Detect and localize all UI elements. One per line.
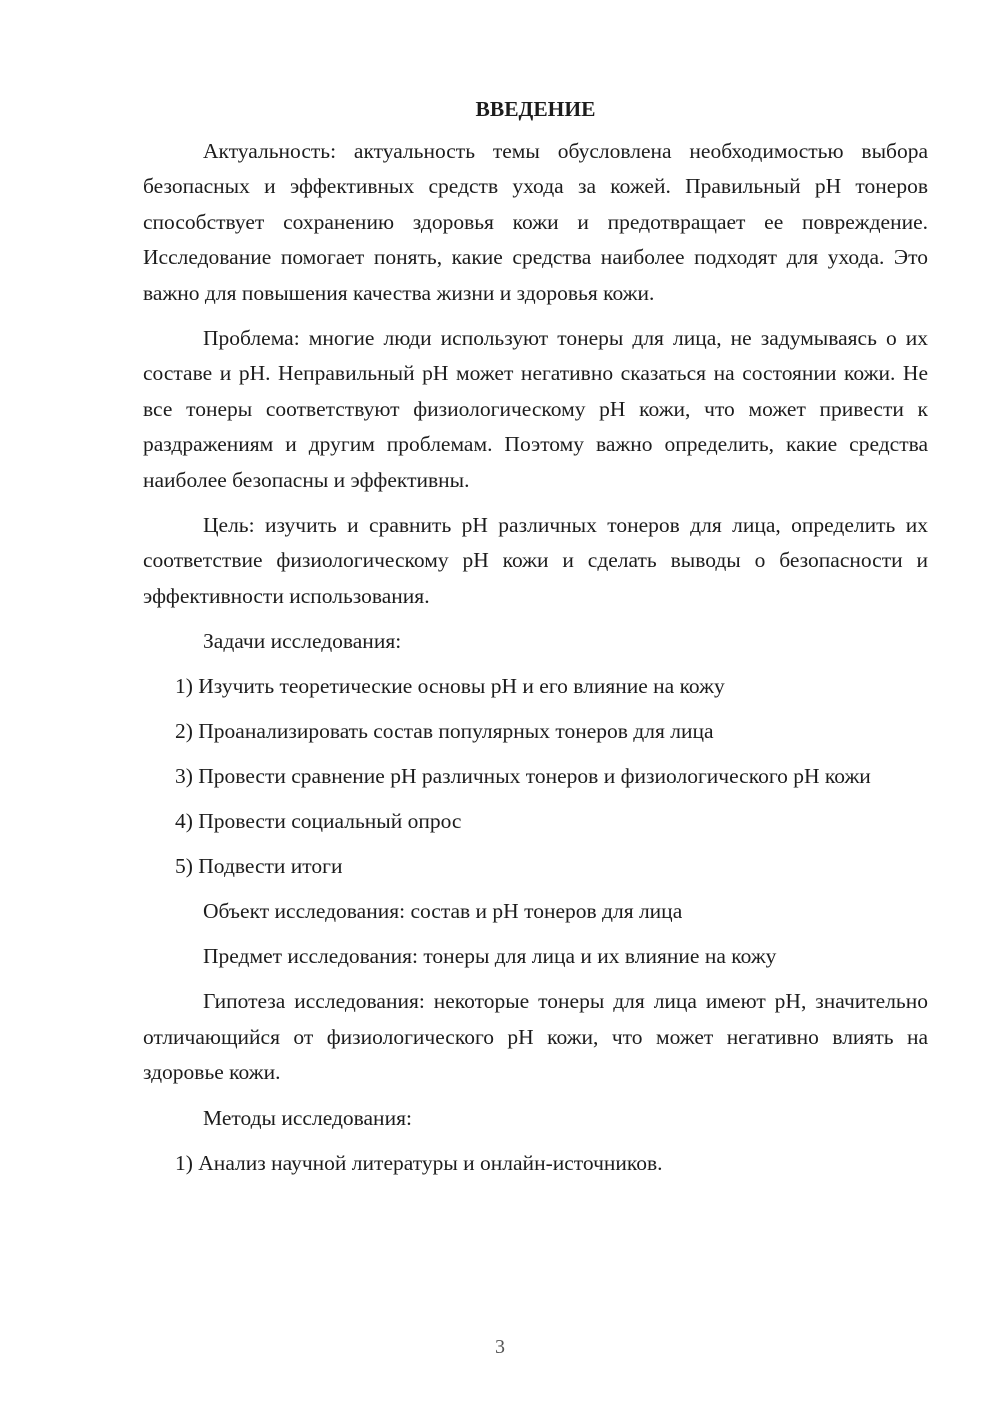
hypothesis-paragraph: Гипотеза исследования: некоторые тонеры для лица имеют pH, значительно отличающийся от физиологического pH кожи, что может негативно влиять на здоровье кожи.	[143, 989, 928, 1085]
tasks-heading: Задачи исследования:	[203, 629, 402, 654]
list-item: 2) Проанализировать состав популярных тонеров для лица	[175, 719, 714, 744]
tasks-list	[143, 669, 928, 884]
methods-heading: Методы исследования:	[203, 1105, 412, 1130]
goal-paragraph: Цель: изучить и сравнить pH различных тонеров для лица, определить их соответствие физиологическому pH кожи и сделать выводы о безопасности и эффективности использования.	[143, 513, 928, 608]
problem-paragraph: Проблема: многие люди используют тонеры для лица, не задумываясь о их составе и pH. Неправильный pH может негативно сказаться на состоянии кожи. Не все тонеры соответствуют физиологическому pH кожи, что может привести к раздражениям и другим проблемам. Поэтому важно определить, какие средства наиболее безопасны и эффективны.	[143, 326, 928, 492]
list-item: 5) Подвести итоги	[175, 854, 343, 879]
research-subject: Предмет исследования: тонеры для лица и их влияние на кожу	[203, 944, 777, 969]
research-object: Объект исследования: состав и pH тонеров для лица	[203, 899, 683, 924]
list-item: 3) Провести сравнение pH различных тонеров и физиологического pH кожи	[175, 764, 871, 789]
document-page	[143, 92, 928, 1181]
list-item: 1) Анализ научной литературы и онлайн-источников.	[175, 1150, 663, 1175]
list-item: 1) Изучить теоретические основы pH и его влияние на кожу	[175, 674, 725, 699]
list-item: 4) Провести социальный опрос	[175, 809, 462, 834]
section-title: ВВЕДЕНИЕ	[475, 97, 596, 121]
methods-list	[143, 1146, 928, 1181]
relevance-paragraph: Актуальность: актуальность темы обусловлена необходимостью выбора безопасных и эффективных средств ухода за кожей. Правильный pH тонеров способствует сохранению здоровья кожи и предотвращает ее повреждение. Исследование помогает понять, какие средства наиболее подходят для ухода. Это важно для повышения качества жизни и здоровья кожи.	[143, 139, 928, 305]
page-number: 3	[495, 1336, 505, 1358]
